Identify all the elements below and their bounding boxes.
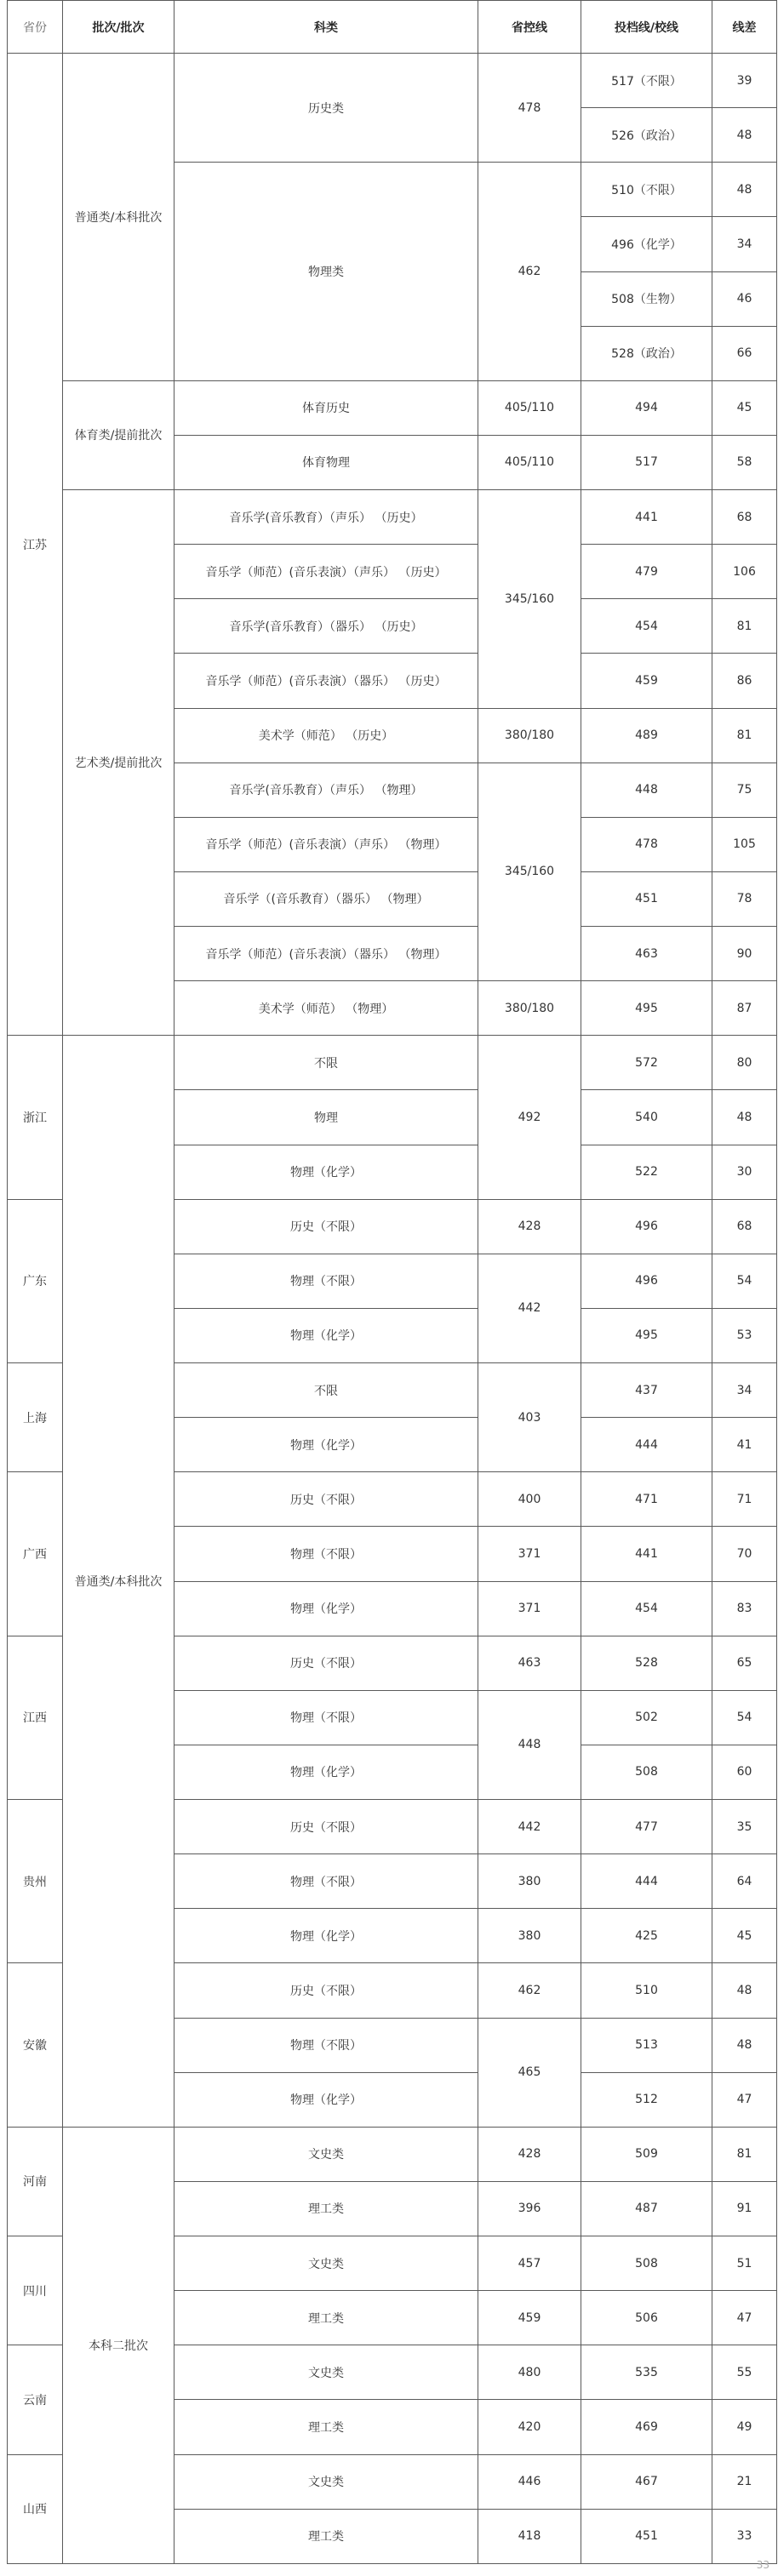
table-cell: 45 xyxy=(712,380,777,435)
table-cell: 文史类 xyxy=(174,2236,478,2291)
table-cell: 48 xyxy=(712,1963,777,2018)
table-cell: 502 xyxy=(581,1690,712,1745)
table-cell: 普通类/本科批次 xyxy=(63,54,174,381)
table-cell: 86 xyxy=(712,654,777,708)
table-cell: 文史类 xyxy=(174,2454,478,2509)
table-cell: 音乐学(音乐教育）（器乐） （历史） xyxy=(174,599,478,654)
table-body xyxy=(8,54,777,2564)
table-cell: 体育类/提前批次 xyxy=(63,380,174,489)
table-cell: 53 xyxy=(712,1308,777,1362)
table-cell: 75 xyxy=(712,763,777,817)
table-cell: 48 xyxy=(712,1090,777,1145)
table-cell: 山西 xyxy=(8,2454,63,2563)
table-cell: 465 xyxy=(478,2018,581,2127)
table-cell: 70 xyxy=(712,1527,777,1581)
table-cell: 物理（不限） xyxy=(174,1854,478,1909)
table-cell: 444 xyxy=(581,1854,712,1909)
table-cell: 音乐学(音乐教育）（声乐） （物理） xyxy=(174,763,478,817)
table-cell: 572 xyxy=(581,1036,712,1090)
table-cell: 64 xyxy=(712,1854,777,1909)
table-cell: 四川 xyxy=(8,2236,63,2345)
table-cell: 物理（不限） xyxy=(174,1254,478,1308)
table-cell: 物理类 xyxy=(174,163,478,381)
table-row xyxy=(8,490,777,545)
table-cell: 446 xyxy=(478,2454,581,2509)
table-cell: 广东 xyxy=(8,1199,63,1362)
table-cell: 物理（化学） xyxy=(174,1308,478,1362)
table-cell: 477 xyxy=(581,1800,712,1854)
table-cell: 55 xyxy=(712,2345,777,2400)
table-cell: 68 xyxy=(712,1199,777,1254)
table-cell: 浙江 xyxy=(8,1036,63,1199)
table-cell: 34 xyxy=(712,1363,777,1418)
table-cell: 528 xyxy=(581,1636,712,1690)
table-cell: 33 xyxy=(712,2509,777,2563)
table-cell: 物理（化学） xyxy=(174,1909,478,1963)
table-cell: 河南 xyxy=(8,2127,63,2236)
table-cell: 文史类 xyxy=(174,2345,478,2400)
table-cell: 41 xyxy=(712,1418,777,1472)
table-cell: 540 xyxy=(581,1090,712,1145)
table-cell: 81 xyxy=(712,708,777,763)
table-cell: 454 xyxy=(581,599,712,654)
table-cell: 463 xyxy=(478,1636,581,1690)
table-cell: 历史（不限） xyxy=(174,1800,478,1854)
table-cell: 51 xyxy=(712,2236,777,2291)
table-cell: 81 xyxy=(712,2127,777,2181)
table-cell: 459 xyxy=(478,2291,581,2345)
table-cell: 448 xyxy=(478,1690,581,1799)
table-cell: 513 xyxy=(581,2018,712,2072)
table-cell: 江西 xyxy=(8,1636,63,1799)
table-cell: 396 xyxy=(478,2181,581,2236)
table-row xyxy=(8,380,777,435)
table-cell: 不限 xyxy=(174,1363,478,1418)
page-number: 33 xyxy=(756,2559,769,2571)
table-cell: 物理（不限） xyxy=(174,2018,478,2072)
header-line-diff: 线差 xyxy=(712,1,777,54)
table-cell: 437 xyxy=(581,1363,712,1418)
table-cell: 451 xyxy=(581,2509,712,2563)
table-cell: 371 xyxy=(478,1527,581,1581)
table-cell: 441 xyxy=(581,1527,712,1581)
table-cell: 517 xyxy=(581,435,712,489)
table-cell: 物理 xyxy=(174,1090,478,1145)
header-subject: 科类 xyxy=(174,1,478,54)
table-cell: 21 xyxy=(712,2454,777,2509)
table-cell: 428 xyxy=(478,2127,581,2181)
table-cell: 音乐学（师范）(音乐表演）（器乐） （物理） xyxy=(174,927,478,981)
table-cell: 35 xyxy=(712,1800,777,1854)
header-province: 省份 xyxy=(8,1,63,54)
table-cell: 478 xyxy=(478,54,581,163)
table-cell: 487 xyxy=(581,2181,712,2236)
table-cell: 34 xyxy=(712,217,777,271)
table-cell: 462 xyxy=(478,163,581,381)
table-cell: 528（政治） xyxy=(581,326,712,380)
table-cell: 91 xyxy=(712,2181,777,2236)
table-cell: 496 xyxy=(581,1199,712,1254)
table-cell: 506 xyxy=(581,2291,712,2345)
table-cell: 48 xyxy=(712,108,777,163)
table-cell: 380/180 xyxy=(478,708,581,763)
table-cell: 512 xyxy=(581,2072,712,2127)
table-cell: 494 xyxy=(581,380,712,435)
table-cell: 495 xyxy=(581,1308,712,1362)
table-cell: 459 xyxy=(581,654,712,708)
table-cell: 音乐学（师范）(音乐表演）（器乐） （历史） xyxy=(174,654,478,708)
table-cell: 510 xyxy=(581,1963,712,2018)
table-cell: 45 xyxy=(712,1909,777,1963)
table-cell: 510（不限） xyxy=(581,163,712,217)
table-cell: 403 xyxy=(478,1363,581,1472)
table-cell: 479 xyxy=(581,545,712,599)
table-cell: 美术学（师范） （物理） xyxy=(174,981,478,1036)
table-cell: 60 xyxy=(712,1745,777,1799)
table-cell: 美术学（师范） （历史） xyxy=(174,708,478,763)
table-cell: 广西 xyxy=(8,1472,63,1636)
table-header-row xyxy=(8,1,777,54)
table-cell: 云南 xyxy=(8,2345,63,2454)
admission-score-table xyxy=(7,0,777,2564)
table-row xyxy=(8,54,777,108)
header-admission-line: 投档线/校线 xyxy=(581,1,712,54)
table-cell: 54 xyxy=(712,1690,777,1745)
table-row xyxy=(8,2127,777,2181)
table-cell: 509 xyxy=(581,2127,712,2181)
table-cell: 49 xyxy=(712,2400,777,2454)
table-cell: 理工类 xyxy=(174,2291,478,2345)
table-cell: 467 xyxy=(581,2454,712,2509)
table-cell: 音乐学（师范）(音乐表演）（声乐） （物理） xyxy=(174,817,478,871)
table-cell: 535 xyxy=(581,2345,712,2400)
table-cell: 526（政治） xyxy=(581,108,712,163)
table-row xyxy=(8,1036,777,1090)
table-cell: 理工类 xyxy=(174,2509,478,2563)
table-cell: 物理（化学） xyxy=(174,1745,478,1799)
table-cell: 81 xyxy=(712,599,777,654)
table-cell: 历史类 xyxy=(174,54,478,163)
table-cell: 480 xyxy=(478,2345,581,2400)
table-cell: 420 xyxy=(478,2400,581,2454)
table-cell: 441 xyxy=(581,490,712,545)
table-cell: 517（不限） xyxy=(581,54,712,108)
table-cell: 78 xyxy=(712,871,777,926)
table-cell: 463 xyxy=(581,927,712,981)
header-batch: 批次/批次 xyxy=(63,1,174,54)
table-cell: 380 xyxy=(478,1909,581,1963)
table-cell: 371 xyxy=(478,1581,581,1636)
table-cell: 65 xyxy=(712,1636,777,1690)
table-cell: 本科二批次 xyxy=(63,2127,174,2563)
table-cell: 68 xyxy=(712,490,777,545)
table-cell: 体育历史 xyxy=(174,380,478,435)
table-cell: 105 xyxy=(712,817,777,871)
table-cell: 文史类 xyxy=(174,2127,478,2181)
table-cell: 安徽 xyxy=(8,1963,63,2127)
table-cell: 442 xyxy=(478,1800,581,1854)
table-cell: 48 xyxy=(712,2018,777,2072)
table-cell: 音乐学（(音乐教育）（器乐） （物理） xyxy=(174,871,478,926)
table-cell: 106 xyxy=(712,545,777,599)
table-cell: 508（生物） xyxy=(581,271,712,326)
table-cell: 物理（化学） xyxy=(174,1418,478,1472)
table-cell: 457 xyxy=(478,2236,581,2291)
table-cell: 66 xyxy=(712,326,777,380)
table-cell: 90 xyxy=(712,927,777,981)
table-cell: 508 xyxy=(581,2236,712,2291)
table-cell: 400 xyxy=(478,1472,581,1527)
table-cell: 405/110 xyxy=(478,435,581,489)
table-cell: 体育物理 xyxy=(174,435,478,489)
table-cell: 489 xyxy=(581,708,712,763)
table-cell: 物理（不限） xyxy=(174,1690,478,1745)
table-cell: 物理（化学） xyxy=(174,1581,478,1636)
table-cell: 444 xyxy=(581,1418,712,1472)
table-cell: 江苏 xyxy=(8,54,63,1036)
table-cell: 71 xyxy=(712,1472,777,1527)
table-cell: 47 xyxy=(712,2072,777,2127)
table-cell: 451 xyxy=(581,871,712,926)
table-cell: 艺术类/提前批次 xyxy=(63,490,174,1036)
table-cell: 471 xyxy=(581,1472,712,1527)
table-cell: 492 xyxy=(478,1036,581,1199)
table-cell: 历史（不限） xyxy=(174,1963,478,2018)
table-cell: 428 xyxy=(478,1199,581,1254)
table-cell: 469 xyxy=(581,2400,712,2454)
table-cell: 495 xyxy=(581,981,712,1036)
table-cell: 83 xyxy=(712,1581,777,1636)
table-cell: 上海 xyxy=(8,1363,63,1472)
table-cell: 物理（化学） xyxy=(174,2072,478,2127)
table-cell: 音乐学(音乐教育）（声乐） （历史） xyxy=(174,490,478,545)
table-cell: 48 xyxy=(712,163,777,217)
table-cell: 音乐学（师范）(音乐表演）（声乐） （历史） xyxy=(174,545,478,599)
table-cell: 47 xyxy=(712,2291,777,2345)
table-cell: 345/160 xyxy=(478,490,581,709)
table-cell: 物理（化学） xyxy=(174,1145,478,1199)
table-cell: 454 xyxy=(581,1581,712,1636)
table-cell: 522 xyxy=(581,1145,712,1199)
table-cell: 物理（不限） xyxy=(174,1527,478,1581)
table-cell: 405/110 xyxy=(478,380,581,435)
table-cell: 39 xyxy=(712,54,777,108)
table-cell: 历史（不限） xyxy=(174,1472,478,1527)
table-cell: 462 xyxy=(478,1963,581,2018)
table-cell: 58 xyxy=(712,435,777,489)
table-cell: 历史（不限） xyxy=(174,1636,478,1690)
table-cell: 448 xyxy=(581,763,712,817)
table-cell: 380 xyxy=(478,1854,581,1909)
table-cell: 442 xyxy=(478,1254,581,1362)
table-cell: 不限 xyxy=(174,1036,478,1090)
table-cell: 30 xyxy=(712,1145,777,1199)
table-cell: 345/160 xyxy=(478,763,581,981)
header-control-line: 省控线 xyxy=(478,1,581,54)
table-cell: 贵州 xyxy=(8,1800,63,1963)
table-cell: 496（化学） xyxy=(581,217,712,271)
table-cell: 理工类 xyxy=(174,2181,478,2236)
table-cell: 54 xyxy=(712,1254,777,1308)
table-cell: 普通类/本科批次 xyxy=(63,1036,174,2128)
table-cell: 425 xyxy=(581,1909,712,1963)
table-cell: 496 xyxy=(581,1254,712,1308)
table-cell: 508 xyxy=(581,1745,712,1799)
table-cell: 478 xyxy=(581,817,712,871)
table-cell: 80 xyxy=(712,1036,777,1090)
table-cell: 380/180 xyxy=(478,981,581,1036)
table-cell: 46 xyxy=(712,271,777,326)
table-cell: 理工类 xyxy=(174,2400,478,2454)
table-cell: 87 xyxy=(712,981,777,1036)
table-cell: 历史（不限） xyxy=(174,1199,478,1254)
table-cell: 418 xyxy=(478,2509,581,2563)
